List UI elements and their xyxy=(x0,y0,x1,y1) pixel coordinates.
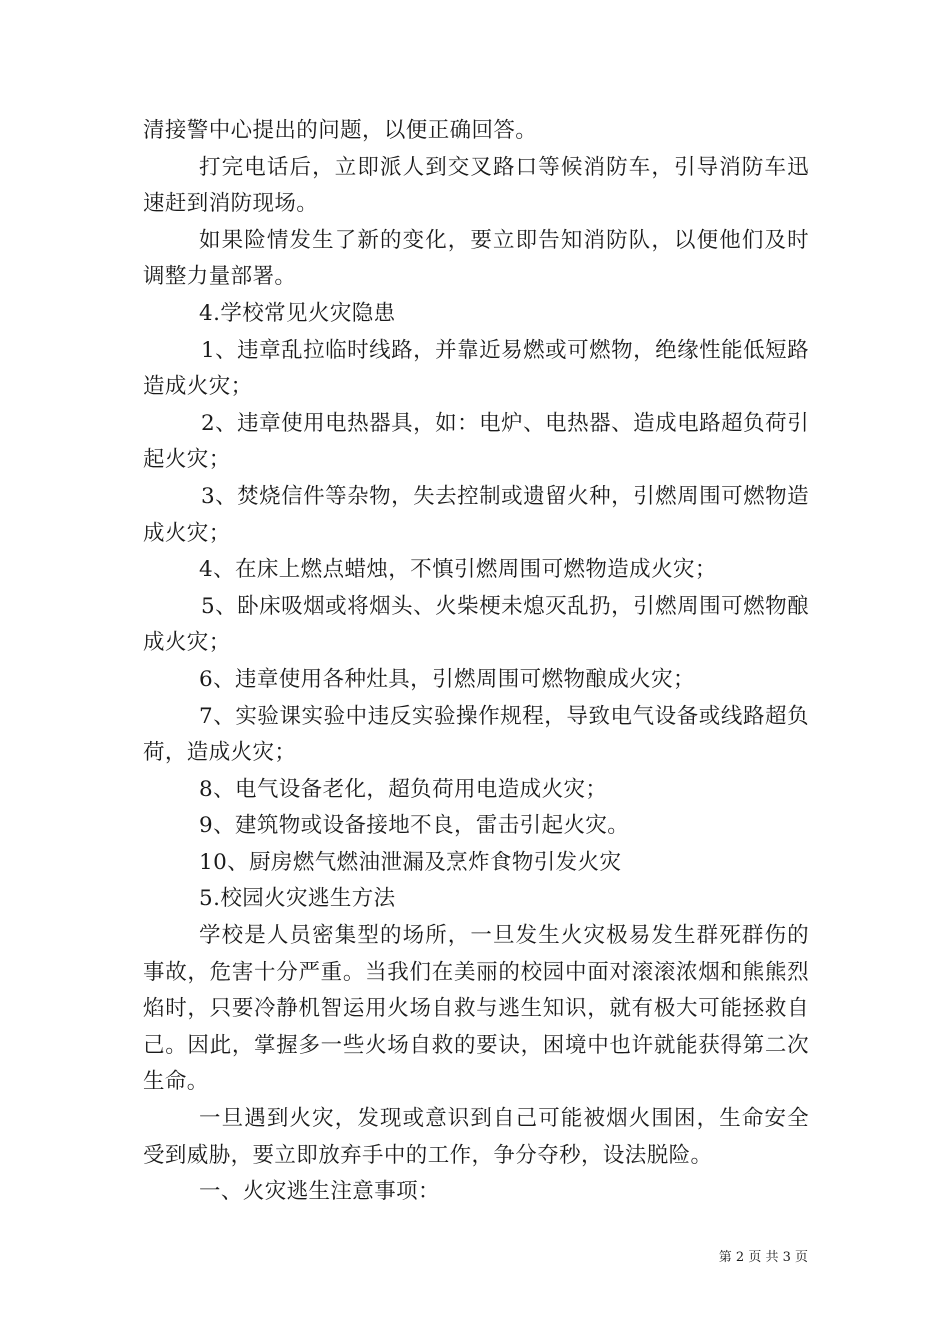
paragraph: 一旦遇到火灾，发现或意识到自己可能被烟火围困，生命安全受到威胁，要立即放弃手中的工作，争分夺秒，设法脱险。 xyxy=(143,1106,809,1168)
list-item: 1、违章乱拉临时线路，并靠近易燃或可燃物，绝缘性能低短路造成火灾； xyxy=(143,337,809,400)
paragraph: 如果险情发生了新的变化，要立即告知消防队，以便他们及时调整力量部署。 xyxy=(143,227,809,290)
list-item: 9、建筑物或设备接地不良，雷击引起火灾。 xyxy=(199,813,630,839)
list-item: 4、在床上燃点蜡烛，不慎引燃周围可燃物造成火灾； xyxy=(199,557,717,583)
list-item: 2、违章使用电热器具，如：电炉、电热器、造成电路超负荷引起火灾； xyxy=(143,410,809,473)
section-heading: 5.校园火灾逃生方法 xyxy=(199,886,396,912)
paragraph: 学校是人员密集型的场所，一旦发生火灾极易发生群死群伤的事故，危害十分严重。当我们在美丽的校园中面对滚滚浓烟和熊熊烈焰时，只要冷静机智运用火场自救与逃生知识，就有极大可能拯救自己。因此，掌握多一些火场自救的要诀，困境中也许就能获得第二次生命。 xyxy=(143,923,809,1095)
list-item: 10、厨房燃气燃油泄漏及烹炸食物引发火灾 xyxy=(199,849,622,875)
page-number: 第 2 页 共 3 页 xyxy=(718,1250,808,1265)
paragraph: 清接警中心提出的问题，以便正确回答。 xyxy=(143,118,538,143)
list-item: 8、电气设备老化，超负荷用电造成火灾； xyxy=(199,776,608,802)
list-item: 6、违章使用各种灶具，引燃周围可燃物酿成火灾； xyxy=(199,666,695,692)
section-heading: 4.学校常见火灾隐患 xyxy=(199,300,396,326)
list-item: 5、卧床吸烟或将烟头、火柴梗未熄灭乱扔，引燃周围可燃物酿成火灾； xyxy=(143,593,809,656)
document-body xyxy=(143,113,809,1211)
subsection-heading: 一、火灾逃生注意事项： xyxy=(199,1179,440,1205)
list-item: 7、实验课实验中违反实验操作规程，导致电气设备或线路超负荷，造成火灾； xyxy=(143,703,809,766)
paragraph: 打完电话后，立即派人到交叉路口等候消防车，引导消防车迅速赶到消防现场。 xyxy=(143,154,809,217)
list-item: 3、焚烧信件等杂物，失去控制或遗留火种，引燃周围可燃物造成火灾； xyxy=(143,483,809,546)
